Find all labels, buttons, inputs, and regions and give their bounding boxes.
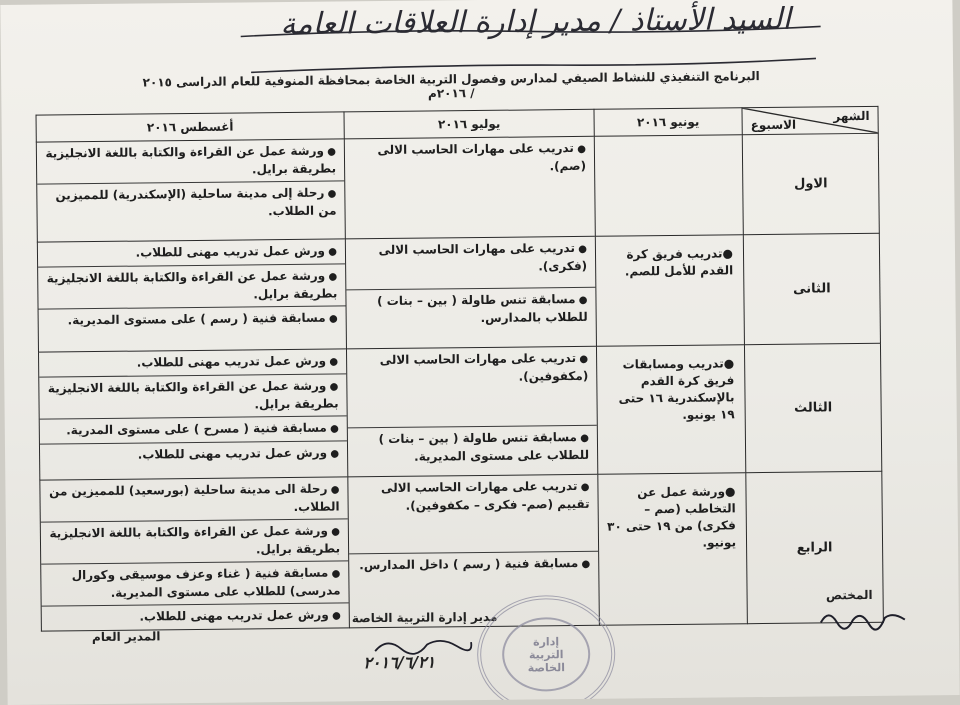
july-cell <box>344 136 595 239</box>
list-item: ●ورشة عمل عن القراءة والكتابة باللغة الانجليزية بطريقة برايل. <box>41 519 348 564</box>
list-item: ●مسابقة تنس طاولة ( بين – بنات ) للطلاب على مستوى المديرية. <box>378 429 590 464</box>
column-header-august: أغسطس ٢٠١٦ <box>36 112 344 142</box>
week-label: الاول <box>742 133 879 234</box>
header-week: الاسبوع <box>750 117 797 133</box>
list-item: ●تدريب فريق كرة القدم للأمل للصم. <box>624 246 734 279</box>
column-header-june: يونيو ٢٠١٦ <box>594 108 742 137</box>
list-item: ●مسابقة فنية ( مسرح ) على مستوى المدرية. <box>40 416 347 444</box>
list-item: ●ورشة عمل عن القراءة والكتابة باللغة الانجليزية بطريقة برايل. <box>39 374 346 419</box>
list-item: ●تدريب على مهارات الحاسب الالى (مكفوفين). <box>347 347 597 429</box>
week-label: الثانى <box>743 233 880 344</box>
list-item: ●تدريب على مهارات الحاسب الالى (صم). <box>377 141 587 174</box>
table-row <box>38 343 881 480</box>
general-director-label: المدير العام <box>91 629 161 645</box>
program-title: البرنامج التنفيذي للنشاط الصيفي لمدارس وفصول التربية الخاصة بمحافظة المنوفية للعام الدراسى ٢٠١٥ / ٢٠١٦م <box>142 69 760 101</box>
list-item: ●مسابقة فنية ( رسم ) داخل المدارس. <box>359 555 591 573</box>
june-cell <box>596 345 745 475</box>
handwritten-heading: السيد الأستاذ / مدير إدارة العلاقات العامة <box>280 1 791 43</box>
header-corner <box>742 106 878 134</box>
list-item: ●مسابقة فنية ( غناء وعزف موسيقى وكورال مدرسى) للطلاب على مستوى المديرية. <box>41 561 348 606</box>
list-item: ●ورش عمل تدريب مهنى للطلاب. <box>38 239 345 267</box>
list-item: ●تدريب على مهارات الحاسب الالى تقييم (صم- فكرى – مكفوفين). <box>348 475 598 555</box>
week-label: الرابع <box>746 471 884 623</box>
list-item: ●مسابقة تنس طاولة ( بين – بنات ) للطلاب بالمدارس. <box>377 291 588 325</box>
june-cell <box>595 235 744 347</box>
column-header-july: يوليو ٢٠١٦ <box>344 109 594 139</box>
july-cell <box>345 236 596 349</box>
july-cell <box>346 346 597 477</box>
august-cell <box>36 139 345 242</box>
handwritten-date: ٢٠١٦/٦/٢١ <box>363 652 436 673</box>
table-row <box>40 471 884 631</box>
list-item: ●ورش عمل تدريب مهنى للطلاب. <box>139 607 341 624</box>
august-cell <box>37 239 346 352</box>
specialist-label: المختص <box>825 587 873 603</box>
list-item: ●رحلة إلى مدينة ساحلية (الإسكندرية) للمميزين من الطلاب. <box>55 185 337 219</box>
official-stamp: إدارة التربية الخاصة <box>477 595 616 705</box>
june-cell <box>598 473 748 626</box>
list-item: ●مسابقة فنية ( رسم ) على مستوى المديرية. <box>67 310 338 328</box>
activity-schedule-table <box>36 106 884 632</box>
list-item: ●ورشة عمل عن التخاطب (صم – فكرى) من ١٩ حتى ٣٠ يونيو. <box>607 484 737 550</box>
august-cell <box>40 477 350 631</box>
june-cell <box>594 135 743 237</box>
list-item: ●تدريب ومسابقات فريق كرة القدم بالإسكندرية ١٦ حتى ١٩ يونيو. <box>618 356 735 422</box>
table-row <box>37 233 880 352</box>
list-item: ●ورشة عمل عن القراءة والكتابة باللغة الانجليزية بطريقة برايل. <box>38 264 345 309</box>
special-education-director-label: مدير إدارة التربية الخاصة <box>351 609 498 626</box>
header-month: الشهر <box>833 108 870 124</box>
list-item: ●ورشة عمل عن القراءة والكتابة باللغة الانجليزية بطريقة برايل. <box>37 139 344 184</box>
week-label: الثالث <box>744 343 881 472</box>
specialist-signature <box>815 602 911 637</box>
list-item: ●ورش عمل تدريب مهنى للطلاب. <box>39 349 346 377</box>
list-item: ●ورش عمل تدريب مهنى للطلاب. <box>137 445 340 462</box>
table-row <box>36 133 879 242</box>
list-item: ●رحلة الى مدينة ساحلية (بورسعيد) للمميزين من الطلاب. <box>40 477 347 522</box>
august-cell <box>38 349 347 480</box>
list-item: ●تدريب على مهارات الحاسب الالى (فكرى). <box>346 237 596 291</box>
